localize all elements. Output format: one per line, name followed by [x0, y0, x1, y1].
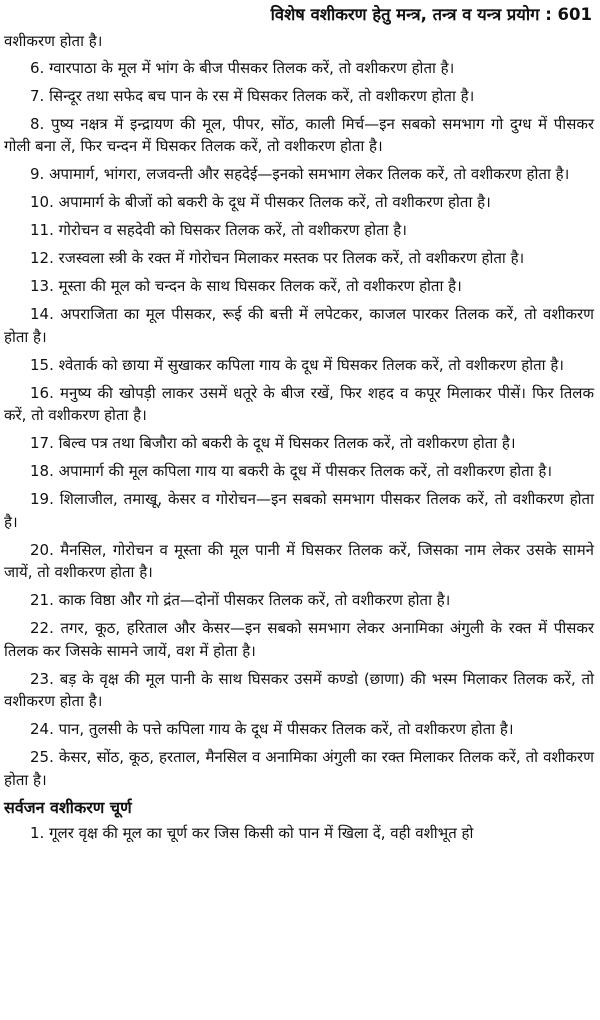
list-item: 14. अपराजिता का मूल पीसकर, रूई की बत्ती में लपेटकर, काजल पारकर तिलक करें, तो वशीकरण होता है। — [4, 305, 594, 346]
list-item: 6. ग्वारपाठा के मूल में भांग के बीज पीसकर तिलक करें, तो वशीकरण होता है। — [30, 58, 455, 77]
list-item: 19. शिलाजील, तमाखू, केसर व गोरोचन—इन सबको समभाग पीसकर तिलक करें, तो वशीकरण होता है। — [4, 490, 594, 531]
item-list — [4, 57, 594, 792]
list-item: 12. रजस्वला स्त्री के रक्त में गोरोचन मिलाकर मस्तक पर तिलक करें, तो वशीकरण होता है। — [30, 249, 525, 267]
section-list-item: 1. गूलर वृक्ष की मूल का चूर्ण कर जिस किसी को पान में खिला दें, वही वशीभूत हो — [30, 823, 474, 842]
continuation-text: वशीकरण होता है। — [4, 32, 103, 50]
list-item: 23. बड़ के वृक्ष की मूल पानी के साथ घिसकर उसमें कण्डो (छाणा) की भस्म मिलाकर तिलक करें, तो वशीकरण होता है। — [4, 669, 594, 710]
list-item: 21. काक विष्ठा और गो द्रंत—दोनों पीसकर तिलक करें, तो वशीकरण होता है। — [30, 591, 451, 609]
list-item: 18. अपामार्ग की मूल कपिला गाय या बकरी के दूध में पीसकर तिलक करें, तो वशीकरण होता है। — [30, 462, 553, 480]
list-item: 8. पुष्य नक्षत्र में इन्द्रायण की मूल, पीपर, सोंठ, काली मिर्च—इन सबको समभाग गो दुग्ध में पीसकर गोली बना लें, फिर चन्दन में घिसकर तिलक करें, तो वशीकरण होता है। — [4, 114, 594, 155]
running-header — [4, 0, 594, 30]
list-item: 13. मूस्ता की मूल को चन्दन के साथ घिसकर तिलक करें, तो वशीकरण होता है। — [30, 277, 462, 295]
list-item: 20. मैनसिल, गोरोचन व मूस्ता की मूल पानी में घिसकर तिलक करें, जिसका नाम लेकर उसके सामने जायें, तो वशीकरण होता है। — [4, 540, 594, 581]
list-item: 15. श्वेतार्क को छाया में सुखाकर कपिला गाय के दूध में घिसकर तिलक करें, तो वशीकरण होता है। — [30, 355, 564, 374]
list-item: 17. बिल्व पत्र तथा बिजौरा को बकरी के दूध में घिसकर तिलक करें, तो वशीकरण होता है। — [30, 434, 516, 452]
page-number: 601 — [557, 5, 592, 24]
section-heading: सर्वजन वशीकरण चूर्ण — [4, 797, 132, 817]
list-item: 22. तगर, कूठ, हरिताल और केसर—इन सबको समभाग लेकर अनामिका अंगुली के रक्त में पीसकर तिलक कर जिसके सामने जायें, वश में होता है। — [4, 619, 594, 660]
list-item: 11. गोरोचन व सहदेवी को घिसकर तिलक करें, तो वशीकरण होता है। — [30, 221, 407, 239]
list-item: 9. अपामार्ग, भांगरा, लजवन्ती और सहदेई—इनको समभाग लेकर तिलक करें, तो वशीकरण होता है। — [30, 165, 570, 183]
list-item: 16. मनुष्य की खोपड़ी लाकर उसमें धतूरे के बीज रखें, फिर शहद व कपूर मिलाकर पीसें। फिर तिलक करें, तो वशीकरण होता है। — [4, 383, 594, 424]
list-item: 10. अपामार्ग के बीजों को बकरी के दूध में पीसकर तिलक करें, तो वशीकरण होता है। — [30, 193, 491, 211]
list-item: 25. केसर, सोंठ, कूठ, हरताल, मैनसिल व अनामिका अंगुली का रक्त मिलाकर तिलक करें, तो वशीकरण होता है। — [4, 748, 594, 789]
header-separator: : — [545, 5, 558, 24]
list-item: 7. सिन्दूर तथा सफेद बच पान के रस में घिसकर तिलक करें, तो वशीकरण होता है। — [30, 86, 475, 105]
header-title: विशेष वशीकरण हेतु मन्त्र, तन्त्र व यन्त्र प्रयोग — [270, 5, 540, 24]
list-item: 24. पान, तुलसी के पत्ते कपिला गाय के दूध में पीसकर तिलक करें, तो वशीकरण होता है। — [30, 720, 514, 738]
